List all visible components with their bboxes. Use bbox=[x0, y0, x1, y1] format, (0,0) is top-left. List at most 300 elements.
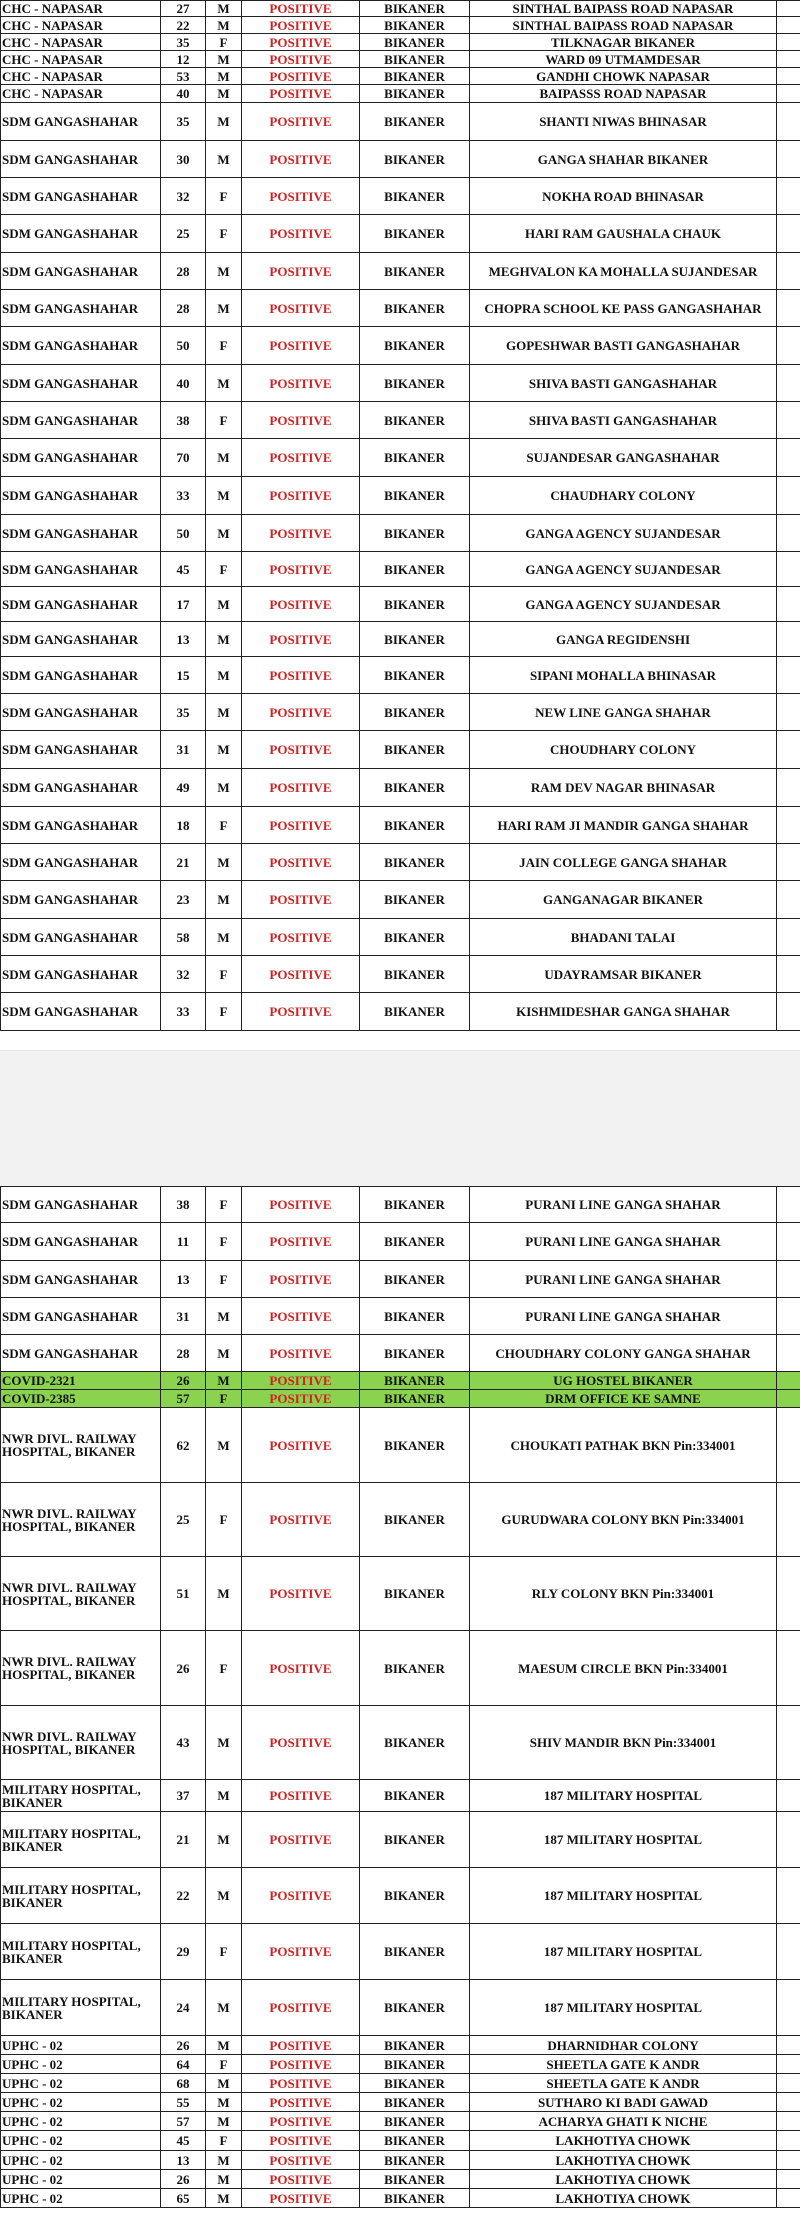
address-cell: GANGA AGENCY SUJANDESAR bbox=[470, 515, 777, 552]
age-cell: 18 bbox=[161, 807, 206, 844]
table-2-body bbox=[1, 1187, 800, 2208]
age-cell: 24 bbox=[161, 1980, 206, 2036]
result-cell: POSITIVE bbox=[242, 68, 360, 85]
result-cell: POSITIVE bbox=[242, 51, 360, 68]
table-row bbox=[1, 1557, 800, 1631]
empty-cell bbox=[777, 1483, 800, 1557]
center-cell: CHC - NAPASAR bbox=[1, 17, 161, 34]
table-row bbox=[1, 1261, 800, 1298]
empty-cell bbox=[777, 1812, 800, 1868]
center-cell: SDM GANGASHAHAR bbox=[1, 365, 161, 402]
empty-cell bbox=[777, 694, 800, 731]
district-cell: BIKANER bbox=[360, 215, 470, 253]
address-cell: LAKHOTIYA CHOWK bbox=[470, 2131, 777, 2151]
table-row bbox=[1, 2093, 800, 2112]
empty-cell bbox=[777, 365, 800, 402]
sex-cell: M bbox=[206, 85, 242, 103]
district-cell: BIKANER bbox=[360, 1868, 470, 1924]
empty-cell bbox=[777, 657, 800, 694]
age-cell: 27 bbox=[161, 1, 206, 17]
empty-cell bbox=[777, 103, 800, 141]
age-cell: 22 bbox=[161, 17, 206, 34]
sex-cell: M bbox=[206, 657, 242, 694]
table-row bbox=[1, 731, 800, 769]
center-cell: SDM GANGASHAHAR bbox=[1, 993, 161, 1031]
table-row bbox=[1, 844, 800, 881]
address-cell: SHIVA BASTI GANGASHAHAR bbox=[470, 402, 777, 439]
district-cell: BIKANER bbox=[360, 439, 470, 477]
result-cell: POSITIVE bbox=[242, 2074, 360, 2093]
center-cell: SDM GANGASHAHAR bbox=[1, 439, 161, 477]
address-cell: LAKHOTIYA CHOWK bbox=[470, 2170, 777, 2189]
sex-cell: M bbox=[206, 622, 242, 657]
age-cell: 70 bbox=[161, 439, 206, 477]
table-row bbox=[1, 587, 800, 622]
age-cell: 31 bbox=[161, 1298, 206, 1335]
result-cell: POSITIVE bbox=[242, 881, 360, 919]
district-cell: BIKANER bbox=[360, 844, 470, 881]
sex-cell: M bbox=[206, 919, 242, 956]
table-row bbox=[1, 1483, 800, 1557]
table-row bbox=[1, 327, 800, 365]
result-cell: POSITIVE bbox=[242, 1812, 360, 1868]
address-cell: GANDHI CHOWK NAPASAR bbox=[470, 68, 777, 85]
sex-cell: F bbox=[206, 1223, 242, 1261]
age-cell: 45 bbox=[161, 2131, 206, 2151]
empty-cell bbox=[777, 622, 800, 657]
table-row bbox=[1, 515, 800, 552]
empty-cell bbox=[777, 253, 800, 290]
empty-cell bbox=[777, 1408, 800, 1483]
address-cell: RAM DEV NAGAR BHINASAR bbox=[470, 769, 777, 807]
table-row bbox=[1, 2074, 800, 2093]
center-cell: SDM GANGASHAHAR bbox=[1, 1261, 161, 1298]
sex-cell: F bbox=[206, 1924, 242, 1980]
result-cell: POSITIVE bbox=[242, 34, 360, 51]
district-cell: BIKANER bbox=[360, 2151, 470, 2170]
table-row bbox=[1, 769, 800, 807]
page-break-gap bbox=[0, 1050, 800, 1187]
center-cell: SDM GANGASHAHAR bbox=[1, 956, 161, 993]
table-row bbox=[1, 1223, 800, 1261]
district-cell: BIKANER bbox=[360, 253, 470, 290]
report-page-2 bbox=[0, 1186, 800, 2221]
sex-cell: M bbox=[206, 51, 242, 68]
table-row bbox=[1, 34, 800, 51]
empty-cell bbox=[777, 2055, 800, 2074]
age-cell: 17 bbox=[161, 587, 206, 622]
district-cell: BIKANER bbox=[360, 477, 470, 515]
empty-cell bbox=[777, 956, 800, 993]
result-cell: POSITIVE bbox=[242, 993, 360, 1031]
table-row bbox=[1, 1706, 800, 1780]
center-cell: SDM GANGASHAHAR bbox=[1, 1223, 161, 1261]
table-row bbox=[1, 402, 800, 439]
center-cell: UPHC - 02 bbox=[1, 2170, 161, 2189]
sex-cell: M bbox=[206, 515, 242, 552]
table-row bbox=[1, 1408, 800, 1483]
age-cell: 50 bbox=[161, 515, 206, 552]
empty-cell bbox=[777, 215, 800, 253]
age-cell: 33 bbox=[161, 993, 206, 1031]
result-cell: POSITIVE bbox=[242, 552, 360, 587]
result-cell: POSITIVE bbox=[242, 1261, 360, 1298]
sex-cell: M bbox=[206, 2170, 242, 2189]
sex-cell: M bbox=[206, 1, 242, 17]
center-cell: SDM GANGASHAHAR bbox=[1, 694, 161, 731]
table-row bbox=[1, 51, 800, 68]
district-cell: BIKANER bbox=[360, 919, 470, 956]
result-cell: POSITIVE bbox=[242, 365, 360, 402]
result-cell: POSITIVE bbox=[242, 477, 360, 515]
sex-cell: M bbox=[206, 365, 242, 402]
age-cell: 32 bbox=[161, 956, 206, 993]
age-cell: 25 bbox=[161, 215, 206, 253]
center-cell: MILITARY HOSPITAL, BIKANER bbox=[1, 1980, 161, 2036]
address-cell: 187 MILITARY HOSPITAL bbox=[470, 1868, 777, 1924]
center-cell: SDM GANGASHAHAR bbox=[1, 881, 161, 919]
empty-cell bbox=[777, 2036, 800, 2055]
center-cell: CHC - NAPASAR bbox=[1, 51, 161, 68]
empty-cell bbox=[777, 515, 800, 552]
center-cell: UPHC - 02 bbox=[1, 2036, 161, 2055]
address-cell: NOKHA ROAD BHINASAR bbox=[470, 178, 777, 215]
age-cell: 49 bbox=[161, 769, 206, 807]
age-cell: 26 bbox=[161, 1631, 206, 1706]
age-cell: 26 bbox=[161, 2170, 206, 2189]
result-cell: POSITIVE bbox=[242, 1408, 360, 1483]
result-cell: POSITIVE bbox=[242, 85, 360, 103]
empty-cell bbox=[777, 844, 800, 881]
result-cell: POSITIVE bbox=[242, 1780, 360, 1812]
sex-cell: F bbox=[206, 402, 242, 439]
center-cell: SDM GANGASHAHAR bbox=[1, 587, 161, 622]
table-row bbox=[1, 477, 800, 515]
result-cell: POSITIVE bbox=[242, 1, 360, 17]
age-cell: 31 bbox=[161, 731, 206, 769]
sex-cell: F bbox=[206, 34, 242, 51]
address-cell: BHADANI TALAI bbox=[470, 919, 777, 956]
report-page-1 bbox=[0, 0, 800, 1050]
address-cell: SINTHAL BAIPASS ROAD NAPASAR bbox=[470, 17, 777, 34]
result-cell: POSITIVE bbox=[242, 2036, 360, 2055]
empty-cell bbox=[777, 1780, 800, 1812]
address-cell: SHIV MANDIR BKN Pin:334001 bbox=[470, 1706, 777, 1780]
district-cell: BIKANER bbox=[360, 769, 470, 807]
district-cell: BIKANER bbox=[360, 178, 470, 215]
empty-cell bbox=[777, 2151, 800, 2170]
sex-cell: M bbox=[206, 2112, 242, 2131]
result-cell: POSITIVE bbox=[242, 1187, 360, 1223]
district-cell: BIKANER bbox=[360, 1631, 470, 1706]
center-cell: UPHC - 02 bbox=[1, 2055, 161, 2074]
table-row bbox=[1, 2189, 800, 2208]
table-row bbox=[1, 2170, 800, 2189]
sex-cell: M bbox=[206, 2151, 242, 2170]
district-cell: BIKANER bbox=[360, 1483, 470, 1557]
sex-cell: F bbox=[206, 1261, 242, 1298]
district-cell: BIKANER bbox=[360, 2036, 470, 2055]
age-cell: 21 bbox=[161, 844, 206, 881]
center-cell: UPHC - 02 bbox=[1, 2112, 161, 2131]
empty-cell bbox=[777, 68, 800, 85]
age-cell: 12 bbox=[161, 51, 206, 68]
sex-cell: M bbox=[206, 103, 242, 141]
age-cell: 28 bbox=[161, 290, 206, 327]
sex-cell: M bbox=[206, 2074, 242, 2093]
district-cell: BIKANER bbox=[360, 587, 470, 622]
district-cell: BIKANER bbox=[360, 2112, 470, 2131]
table-row bbox=[1, 552, 800, 587]
address-cell: 187 MILITARY HOSPITAL bbox=[470, 1780, 777, 1812]
center-cell: SDM GANGASHAHAR bbox=[1, 178, 161, 215]
center-cell: MILITARY HOSPITAL, BIKANER bbox=[1, 1924, 161, 1980]
age-cell: 40 bbox=[161, 85, 206, 103]
address-cell: SINTHAL BAIPASS ROAD NAPASAR bbox=[470, 1, 777, 17]
district-cell: BIKANER bbox=[360, 993, 470, 1031]
result-cell: POSITIVE bbox=[242, 253, 360, 290]
district-cell: BIKANER bbox=[360, 657, 470, 694]
sex-cell: M bbox=[206, 1408, 242, 1483]
covid-report-table-2 bbox=[0, 1186, 800, 2208]
sex-cell: M bbox=[206, 844, 242, 881]
center-cell: NWR DIVL. RAILWAY HOSPITAL, BIKANER bbox=[1, 1706, 161, 1780]
age-cell: 68 bbox=[161, 2074, 206, 2093]
address-cell: CHOUDHARY COLONY GANGA SHAHAR bbox=[470, 1335, 777, 1372]
address-cell: GURUDWARA COLONY BKN Pin:334001 bbox=[470, 1483, 777, 1557]
address-cell: 187 MILITARY HOSPITAL bbox=[470, 1980, 777, 2036]
result-cell: POSITIVE bbox=[242, 515, 360, 552]
center-cell: SDM GANGASHAHAR bbox=[1, 402, 161, 439]
sex-cell: M bbox=[206, 17, 242, 34]
result-cell: POSITIVE bbox=[242, 439, 360, 477]
sex-cell: M bbox=[206, 141, 242, 178]
sex-cell: F bbox=[206, 552, 242, 587]
district-cell: BIKANER bbox=[360, 694, 470, 731]
center-cell: MILITARY HOSPITAL, BIKANER bbox=[1, 1812, 161, 1868]
sex-cell: M bbox=[206, 1372, 242, 1390]
district-cell: BIKANER bbox=[360, 552, 470, 587]
age-cell: 38 bbox=[161, 1187, 206, 1223]
result-cell: POSITIVE bbox=[242, 1223, 360, 1261]
result-cell: POSITIVE bbox=[242, 731, 360, 769]
district-cell: BIKANER bbox=[360, 1557, 470, 1631]
address-cell: GANGA AGENCY SUJANDESAR bbox=[470, 587, 777, 622]
address-cell: PURANI LINE GANGA SHAHAR bbox=[470, 1223, 777, 1261]
address-cell: NEW LINE GANGA SHAHAR bbox=[470, 694, 777, 731]
address-cell: LAKHOTIYA CHOWK bbox=[470, 2189, 777, 2208]
result-cell: POSITIVE bbox=[242, 402, 360, 439]
age-cell: 57 bbox=[161, 2112, 206, 2131]
age-cell: 35 bbox=[161, 34, 206, 51]
district-cell: BIKANER bbox=[360, 17, 470, 34]
center-cell: SDM GANGASHAHAR bbox=[1, 769, 161, 807]
district-cell: BIKANER bbox=[360, 1408, 470, 1483]
center-cell: SDM GANGASHAHAR bbox=[1, 327, 161, 365]
table-row bbox=[1, 1631, 800, 1706]
table-row bbox=[1, 17, 800, 34]
district-cell: BIKANER bbox=[360, 1780, 470, 1812]
sex-cell: F bbox=[206, 2055, 242, 2074]
table-row bbox=[1, 1335, 800, 1372]
result-cell: POSITIVE bbox=[242, 178, 360, 215]
table-row bbox=[1, 2055, 800, 2074]
empty-cell bbox=[777, 807, 800, 844]
empty-cell bbox=[777, 1335, 800, 1372]
center-cell: CHC - NAPASAR bbox=[1, 85, 161, 103]
table-row bbox=[1, 694, 800, 731]
age-cell: 53 bbox=[161, 68, 206, 85]
empty-cell bbox=[777, 1187, 800, 1223]
district-cell: BIKANER bbox=[360, 103, 470, 141]
empty-cell bbox=[777, 290, 800, 327]
address-cell: RLY COLONY BKN Pin:334001 bbox=[470, 1557, 777, 1631]
table-row bbox=[1, 253, 800, 290]
center-cell: SDM GANGASHAHAR bbox=[1, 552, 161, 587]
table-row bbox=[1, 103, 800, 141]
result-cell: POSITIVE bbox=[242, 2055, 360, 2074]
result-cell: POSITIVE bbox=[242, 290, 360, 327]
sex-cell: F bbox=[206, 993, 242, 1031]
result-cell: POSITIVE bbox=[242, 807, 360, 844]
center-cell: COVID-2385 bbox=[1, 1390, 161, 1408]
empty-cell bbox=[777, 327, 800, 365]
center-cell: MILITARY HOSPITAL, BIKANER bbox=[1, 1868, 161, 1924]
result-cell: POSITIVE bbox=[242, 769, 360, 807]
empty-cell bbox=[777, 993, 800, 1031]
address-cell: SHIVA BASTI GANGASHAHAR bbox=[470, 365, 777, 402]
address-cell: GANGA SHAHAR BIKANER bbox=[470, 141, 777, 178]
age-cell: 32 bbox=[161, 178, 206, 215]
age-cell: 28 bbox=[161, 253, 206, 290]
sex-cell: M bbox=[206, 253, 242, 290]
address-cell: CHAUDHARY COLONY bbox=[470, 477, 777, 515]
address-cell: KISHMIDESHAR GANGA SHAHAR bbox=[470, 993, 777, 1031]
sex-cell: M bbox=[206, 1868, 242, 1924]
district-cell: BIKANER bbox=[360, 956, 470, 993]
address-cell: SHEETLA GATE K ANDR bbox=[470, 2055, 777, 2074]
age-cell: 40 bbox=[161, 365, 206, 402]
address-cell: SIPANI MOHALLA BHINASAR bbox=[470, 657, 777, 694]
center-cell: NWR DIVL. RAILWAY HOSPITAL, BIKANER bbox=[1, 1631, 161, 1706]
center-cell: SDM GANGASHAHAR bbox=[1, 844, 161, 881]
center-cell: SDM GANGASHAHAR bbox=[1, 141, 161, 178]
sex-cell: M bbox=[206, 2036, 242, 2055]
sex-cell: F bbox=[206, 807, 242, 844]
age-cell: 64 bbox=[161, 2055, 206, 2074]
address-cell: GANGANAGAR BIKANER bbox=[470, 881, 777, 919]
address-cell: GANGA AGENCY SUJANDESAR bbox=[470, 552, 777, 587]
address-cell: PURANI LINE GANGA SHAHAR bbox=[470, 1187, 777, 1223]
center-cell: SDM GANGASHAHAR bbox=[1, 1298, 161, 1335]
address-cell: DHARNIDHAR COLONY bbox=[470, 2036, 777, 2055]
district-cell: BIKANER bbox=[360, 1980, 470, 2036]
table-row bbox=[1, 657, 800, 694]
district-cell: BIKANER bbox=[360, 327, 470, 365]
sex-cell: M bbox=[206, 290, 242, 327]
table-row bbox=[1, 993, 800, 1031]
district-cell: BIKANER bbox=[360, 141, 470, 178]
age-cell: 13 bbox=[161, 1261, 206, 1298]
result-cell: POSITIVE bbox=[242, 215, 360, 253]
sex-cell: F bbox=[206, 1187, 242, 1223]
empty-cell bbox=[777, 141, 800, 178]
empty-cell bbox=[777, 17, 800, 34]
empty-cell bbox=[777, 2112, 800, 2131]
empty-cell bbox=[777, 85, 800, 103]
table-row bbox=[1, 1780, 800, 1812]
sex-cell: M bbox=[206, 477, 242, 515]
age-cell: 29 bbox=[161, 1924, 206, 1980]
district-cell: BIKANER bbox=[360, 1223, 470, 1261]
center-cell: SDM GANGASHAHAR bbox=[1, 290, 161, 327]
empty-cell bbox=[777, 51, 800, 68]
table-row bbox=[1, 178, 800, 215]
table-row bbox=[1, 1390, 800, 1408]
district-cell: BIKANER bbox=[360, 515, 470, 552]
center-cell: SDM GANGASHAHAR bbox=[1, 103, 161, 141]
empty-cell bbox=[777, 439, 800, 477]
center-cell: SDM GANGASHAHAR bbox=[1, 477, 161, 515]
sex-cell: M bbox=[206, 1557, 242, 1631]
result-cell: POSITIVE bbox=[242, 141, 360, 178]
table-row bbox=[1, 956, 800, 993]
sex-cell: M bbox=[206, 694, 242, 731]
district-cell: BIKANER bbox=[360, 2055, 470, 2074]
address-cell: UG HOSTEL BIKANER bbox=[470, 1372, 777, 1390]
result-cell: POSITIVE bbox=[242, 1372, 360, 1390]
district-cell: BIKANER bbox=[360, 1, 470, 17]
address-cell: SHANTI NIWAS BHINASAR bbox=[470, 103, 777, 141]
center-cell: UPHC - 02 bbox=[1, 2189, 161, 2208]
sex-cell: F bbox=[206, 327, 242, 365]
district-cell: BIKANER bbox=[360, 1298, 470, 1335]
district-cell: BIKANER bbox=[360, 2170, 470, 2189]
table-row bbox=[1, 141, 800, 178]
result-cell: POSITIVE bbox=[242, 622, 360, 657]
center-cell: SDM GANGASHAHAR bbox=[1, 919, 161, 956]
empty-cell bbox=[777, 1924, 800, 1980]
address-cell: SUTHARO KI BADI GAWAD bbox=[470, 2093, 777, 2112]
table-row bbox=[1, 1298, 800, 1335]
result-cell: POSITIVE bbox=[242, 1483, 360, 1557]
center-cell: CHC - NAPASAR bbox=[1, 1, 161, 17]
district-cell: BIKANER bbox=[360, 807, 470, 844]
result-cell: POSITIVE bbox=[242, 694, 360, 731]
table-row bbox=[1, 68, 800, 85]
table-row bbox=[1, 1187, 800, 1223]
table-row bbox=[1, 1980, 800, 2036]
district-cell: BIKANER bbox=[360, 85, 470, 103]
table-row bbox=[1, 2151, 800, 2170]
district-cell: BIKANER bbox=[360, 731, 470, 769]
result-cell: POSITIVE bbox=[242, 2189, 360, 2208]
table-row bbox=[1, 1, 800, 17]
age-cell: 50 bbox=[161, 327, 206, 365]
age-cell: 38 bbox=[161, 402, 206, 439]
table-row bbox=[1, 807, 800, 844]
age-cell: 45 bbox=[161, 552, 206, 587]
empty-cell bbox=[777, 552, 800, 587]
table-row bbox=[1, 85, 800, 103]
table-row bbox=[1, 1372, 800, 1390]
district-cell: BIKANER bbox=[360, 1706, 470, 1780]
empty-cell bbox=[777, 2189, 800, 2208]
result-cell: POSITIVE bbox=[242, 1335, 360, 1372]
age-cell: 55 bbox=[161, 2093, 206, 2112]
district-cell: BIKANER bbox=[360, 34, 470, 51]
address-cell: CHOUDHARY COLONY bbox=[470, 731, 777, 769]
